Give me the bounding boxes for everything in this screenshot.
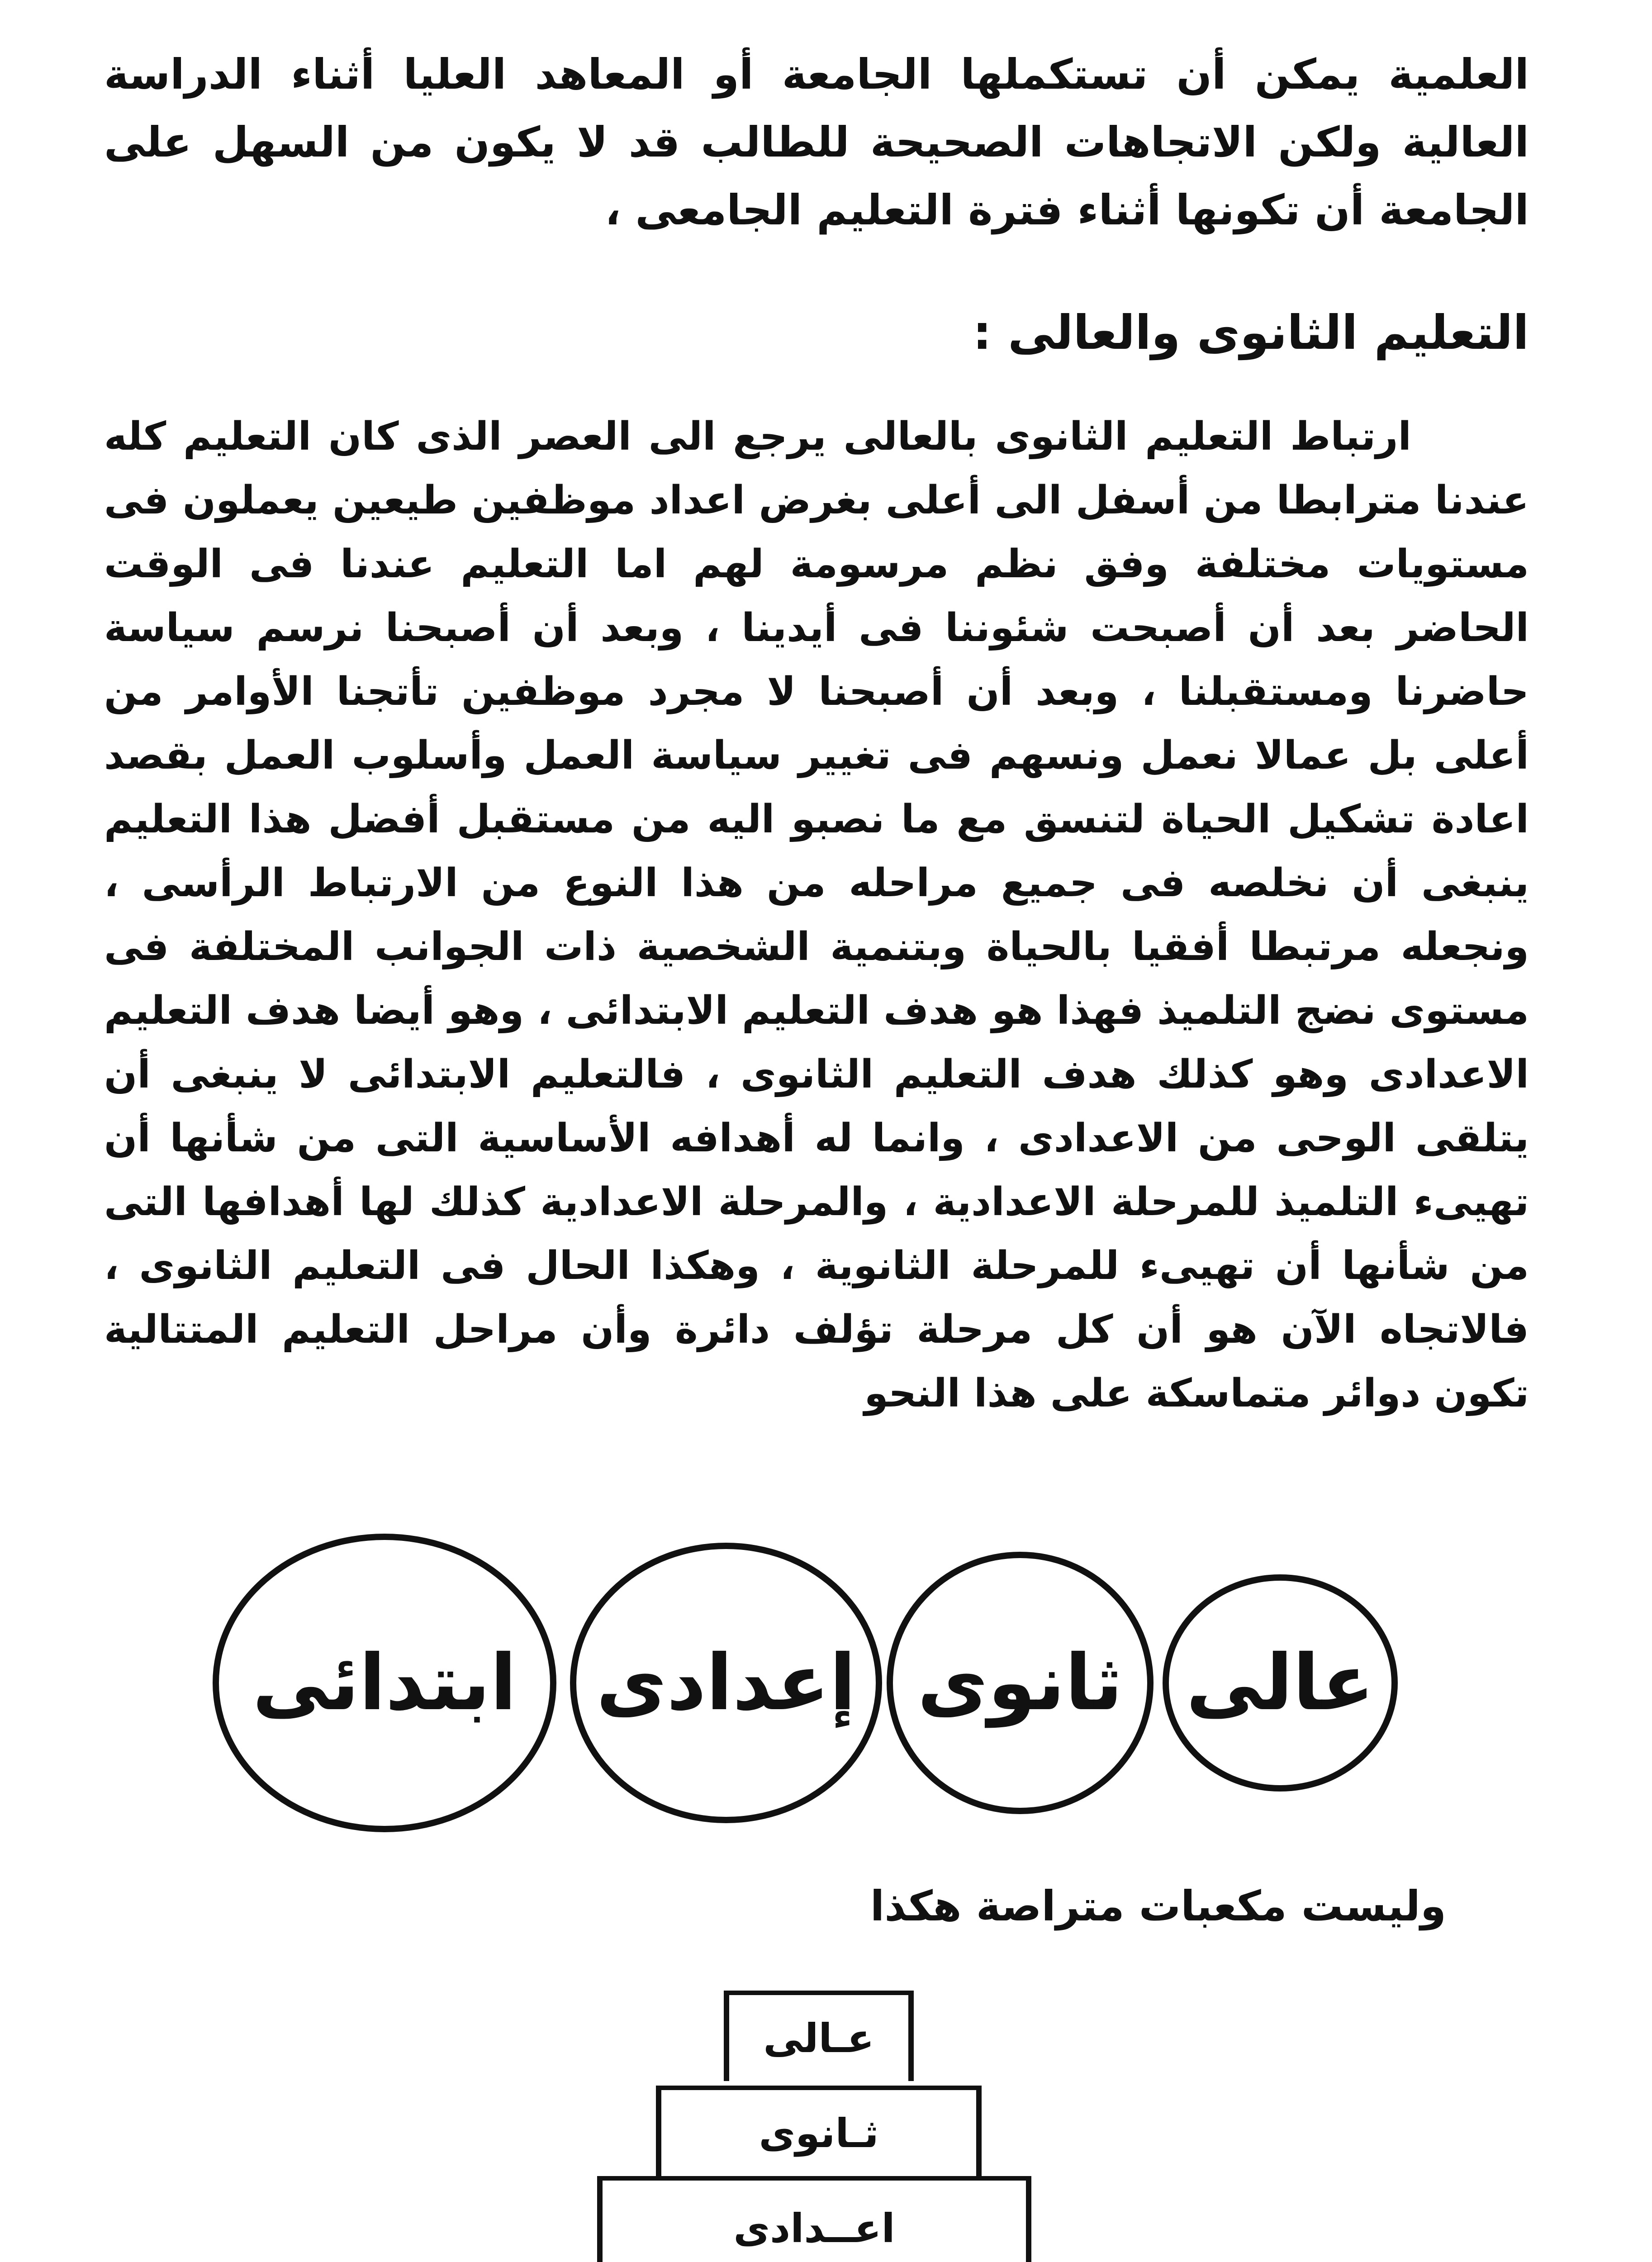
circle-preparatory	[570, 1543, 882, 1823]
body-paragraph: ارتباط التعليم الثانوى بالعالى يرجع الى العصر الذى كان التعليم كله عندنا مترابطا من أسفل الى أعلى بغرض اعداد موظفين طيعين يعملون فى مستويات مختلفة وفق نظم مرسومة لهم اما التعليم عندنا فى الوقت الحاضر بعد أن أصبحت شئوننا فى أيدينا ، وبعد أن أصبحنا نرسم سياسة حاضرنا ومستقبلنا ، وبعد أن أصبحنا لا مجرد موظفين تأتجنا الأوامر من أعلى بل عمالا نعمل ونسهم فى تغيير سياسة العمل وأسلوب العمل بقصد اعادة تشكيل الحياة لتنسق مع ما نصبو اليه من مستقبل أفضل هذا التعليم ينبغى أن نخلصه فى جميع مراحله من هذا النوع من الارتباط الرأسى ، ونجعله مرتبطا أفقيا بالحياة وبتنمية الشخصية ذات الجوانب المختلفة فى مستوى نضج التلميذ فهذا هو هدف التعليم الابتدائى ، وهو أيضا هدف التعليم الاعدادى وهو كذلك هدف التعليم الثانوى ، فالتعليم الابتدائى لا ينبغى أن يتلقى الوحى من الاعدادى ، وانما له أهدافه الأساسية التى من شأنها أن تهيىء التلميذ للمرحلة الاعدادية ، والمرحلة الاعدادية كذلك لها أهدافها التى من شأنها أن تهيىء للمرحلة الثانوية ، وهكذا الحال فى التعليم الثانوى ، فالاتجاه الآن هو أن كل مرحلة تؤلف دائرة وأن مراحل التعليم المتتالية تكون دوائر متماسكة على هذا النحو	[104, 414, 1529, 1416]
stack-block-higher	[724, 1991, 914, 2081]
circle-secondary-label: ثانوى	[917, 1638, 1123, 1728]
stack-label-secondary: ثـانوى	[759, 2110, 879, 2157]
circle-primary	[213, 1534, 556, 1832]
stack-label-higher: عـالى	[763, 2015, 874, 2062]
circle-secondary	[887, 1552, 1154, 1814]
circle-preparatory-label: إعدادى	[596, 1638, 856, 1728]
circle-primary-label: ابتدائى	[252, 1638, 517, 1728]
stack-label-preparatory: اعــدادى	[733, 2205, 895, 2252]
stack-caption: وليست مكعبات متراصة هكذا	[870, 1882, 1446, 1930]
circle-higher-label: عالى	[1186, 1638, 1374, 1728]
stack-block-preparatory	[597, 2176, 1031, 2262]
stack-block-secondary	[656, 2086, 982, 2176]
section-heading: التعليم الثانوى والعالى :	[973, 305, 1529, 360]
intro-paragraph: العلمية يمكن أن تستكملها الجامعة أو المعاهد العليا أثناء الدراسة العالية ولكن الاتجاهات الصحيحة للطالب قد لا يكون من السهل على الجامعة أن تكونها أثناء فترة التعليم الجامعى ،	[104, 50, 1529, 234]
circles-diagram	[213, 1525, 1398, 1841]
circle-higher	[1163, 1574, 1398, 1792]
